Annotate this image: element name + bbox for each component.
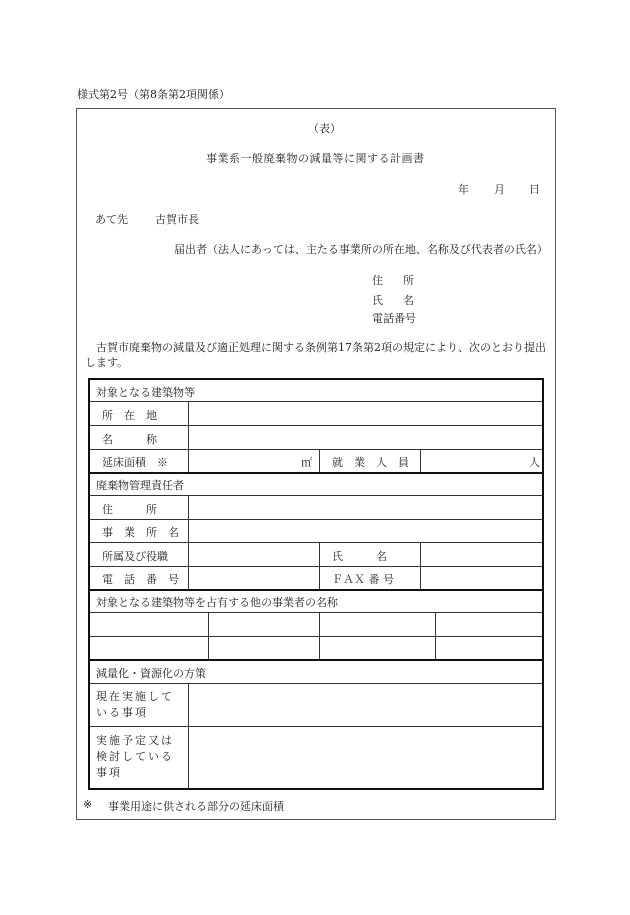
current-measures-field[interactable] xyxy=(190,685,540,725)
office-name-label: 事 業 所 名 xyxy=(102,526,179,539)
manager-fax-label: ＦＡＸ 番 号 xyxy=(332,573,394,586)
date-year-label: 年 xyxy=(458,183,469,196)
floor-area-unit: ㎡ xyxy=(301,456,312,469)
manager-name-label: 氏 名 xyxy=(332,550,387,563)
manager-section-header: 廃棄物管理責任者 xyxy=(96,479,184,492)
dept-title-field[interactable] xyxy=(190,543,318,565)
footnote-mark: ※ xyxy=(83,798,93,811)
addressee-value: 古賀市長 xyxy=(155,213,199,226)
employees-label: 就 業 人 員 xyxy=(332,456,409,469)
intro-text: 古賀市廃棄物の減量及び適正処理に関する条例第17条第2項の規定により、次のとおり提出します。 xyxy=(85,341,546,369)
occupant-field[interactable] xyxy=(92,614,207,635)
form-title: 事業系一般廃棄物の減量等に関する計画書 xyxy=(206,152,425,165)
office-name-field[interactable] xyxy=(190,520,540,541)
applicant-phone-label: 電話番号 xyxy=(372,312,416,325)
applicant-name-label: 氏名 xyxy=(372,294,434,307)
occupant-field[interactable] xyxy=(210,638,318,658)
occupants-section-header: 対象となる建築物等を占有する他の事業者の名称 xyxy=(96,596,338,609)
addressee-label: あて先 xyxy=(95,213,128,226)
occupant-field[interactable] xyxy=(437,638,540,658)
floor-area-label: 延床面積 ※ xyxy=(102,456,168,469)
occupant-field[interactable] xyxy=(321,638,434,658)
dept-title-label: 所属及び役職 xyxy=(102,550,168,563)
manager-fax-field[interactable] xyxy=(422,567,540,588)
date-day-label: 日 xyxy=(529,183,540,196)
building-name-field[interactable] xyxy=(190,426,540,448)
manager-address-label: 住 所 xyxy=(102,503,157,516)
side-label: （表） xyxy=(308,122,341,135)
current-measures-label: 現在実施している事項 xyxy=(96,690,174,719)
planned-measures-field[interactable] xyxy=(190,728,540,786)
employees-unit: 人 xyxy=(529,456,540,469)
location-label: 所 在 地 xyxy=(102,409,157,422)
occupant-field[interactable] xyxy=(321,614,434,635)
floor-area-field[interactable] xyxy=(190,450,318,471)
manager-phone-label: 電 話 番 号 xyxy=(102,573,179,586)
location-field[interactable] xyxy=(190,402,540,424)
building-name-label: 名 称 xyxy=(102,433,157,446)
plan-table xyxy=(88,378,544,790)
planned-measures-label: 実施予定又は検討している事項 xyxy=(96,734,174,779)
reduction-section-header: 減量化・資源化の方策 xyxy=(96,667,206,680)
footnote-text: 事業用途に供される部分の延床面積 xyxy=(108,800,284,813)
manager-phone-field[interactable] xyxy=(190,567,318,588)
manager-address-field[interactable] xyxy=(190,496,540,518)
date-month-label: 月 xyxy=(494,183,505,196)
occupant-field[interactable] xyxy=(210,614,318,635)
applicant-label: 届出者（法人にあっては、主たる事業所の所在地、名称及び代表者の氏名） xyxy=(174,243,548,256)
building-section-header: 対象となる建築物等 xyxy=(96,386,195,399)
manager-name-field[interactable] xyxy=(422,543,540,565)
occupant-field[interactable] xyxy=(92,638,207,658)
occupant-field[interactable] xyxy=(437,614,540,635)
employees-field[interactable] xyxy=(422,450,540,471)
applicant-address-label: 住所 xyxy=(372,274,434,287)
form-code: 様式第2号（第8条第2項関係） xyxy=(77,88,230,101)
